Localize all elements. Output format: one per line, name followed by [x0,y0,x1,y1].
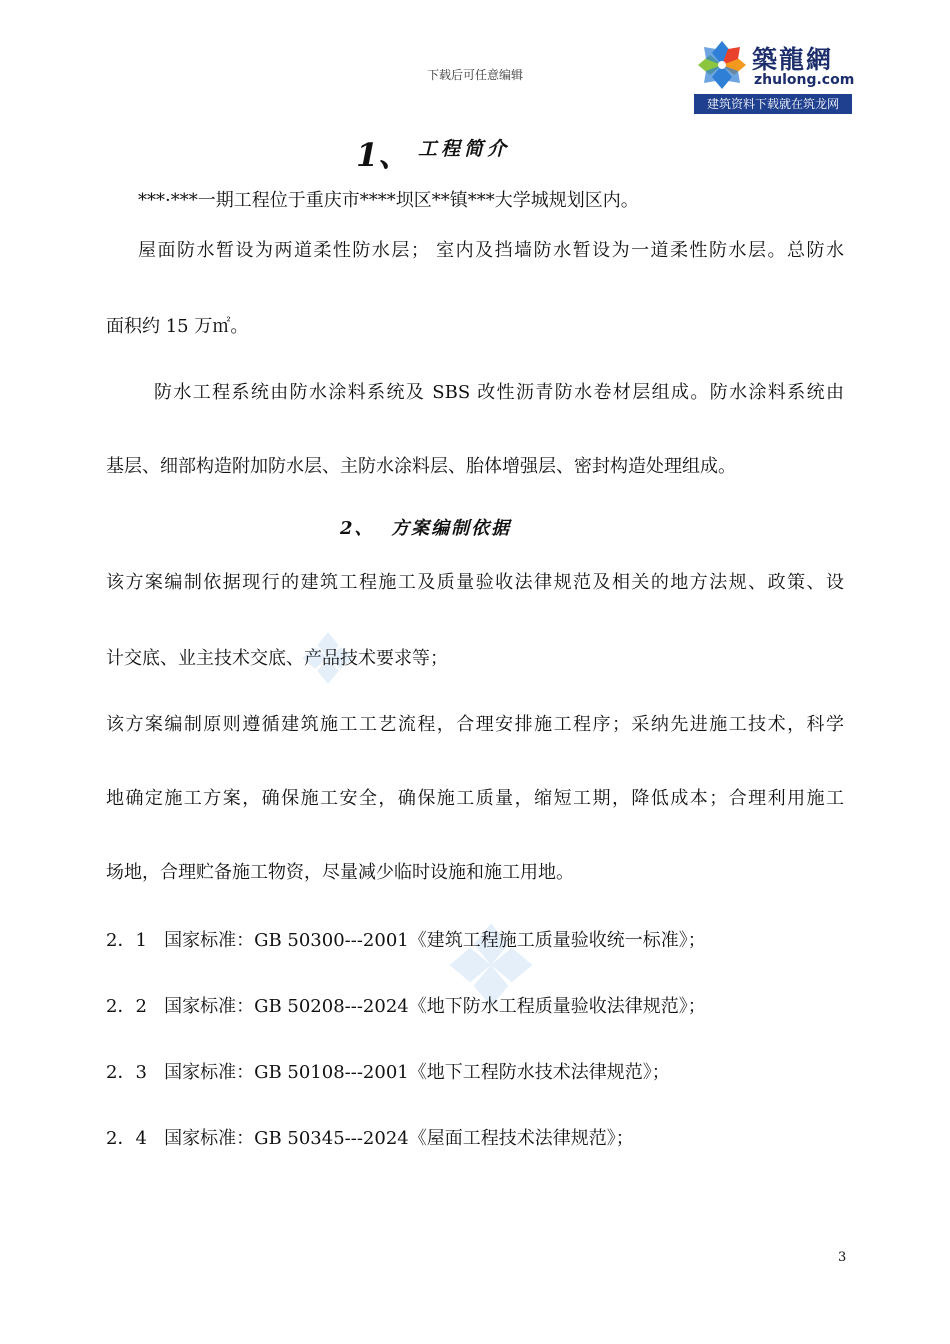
header-note: 下载后可任意编辑 [426,68,523,82]
paragraph-line: 防水工程系统由防水涂料系统及 SBS 改性沥青防水卷材层组成。防水涂料系统由 [154,382,844,403]
standard-item [106,1124,634,1150]
paragraph-line: 基层、细部构造附加防水层、主防水涂料层、胎体增强层、密封构造处理组成。 [106,456,736,477]
standard-item [106,992,706,1018]
standard-number: 2．3 [106,1062,147,1083]
paragraph-line: 地确定施工方案，确保施工安全，确保施工质量，缩短工期，降低成本；合理利用施工 [106,788,844,809]
paragraph-line: 屋面防水暂设为两道柔性防水层； 室内及挡墙防水暂设为一道柔性防水层。总防水 [138,240,844,261]
paragraph-line: 该方案编制原则遵循建筑施工工艺流程，合理安排施工程序；采纳先进施工技术，科学 [106,714,844,735]
logo-name: 築龍網 [752,45,834,74]
logo-domain: zhulong.com [754,72,855,88]
snowflake-logo-icon [696,39,748,91]
standard-number: 2．4 [106,1128,147,1149]
paragraph-line: 该方案编制依据现行的建筑工程施工及质量验收法律规范及相关的地方法规、政策、设 [106,572,844,593]
standard-number: 2．1 [106,930,147,951]
section2-number: 2、 [340,518,375,539]
paragraph-line: 计交底、业主技术交底、产品技术要求等； [106,648,448,669]
section1-title: 工程简介 [418,138,511,160]
logo-slogan: 建筑资料下载就在筑龙网 [694,94,852,114]
standard-item [106,1058,670,1084]
section2-title: 方案编制依据 [391,518,512,539]
standard-text: 国家标准：GB 50345---2024《屋面工程技术法律规范》； [164,1128,634,1149]
section2-heading [340,514,511,540]
section1-number: 1、 [356,136,411,174]
standard-text: 国家标准：GB 50208---2024《地下防水工程质量验收法律规范》； [164,996,706,1017]
intro-line: ***·***一期工程位于重庆市****坝区**镇***大学城规划区内。 [138,190,639,211]
standard-number: 2．2 [106,996,147,1017]
standard-text: 国家标准：GB 50108---2001《地下工程防水技术法律规范》； [164,1062,670,1083]
zhulong-logo [694,36,855,114]
standard-text: 国家标准：GB 50300---2001《建筑工程施工质量验收统一标准》； [164,930,706,951]
logo-top [694,36,855,94]
paragraph-line: 场地，合理贮备施工物资，尽量减少临时设施和施工用地。 [106,862,574,883]
standard-item [106,926,706,952]
paragraph-line: 面积约 15 万㎡。 [106,316,249,337]
page-number: 3 [838,1250,847,1265]
